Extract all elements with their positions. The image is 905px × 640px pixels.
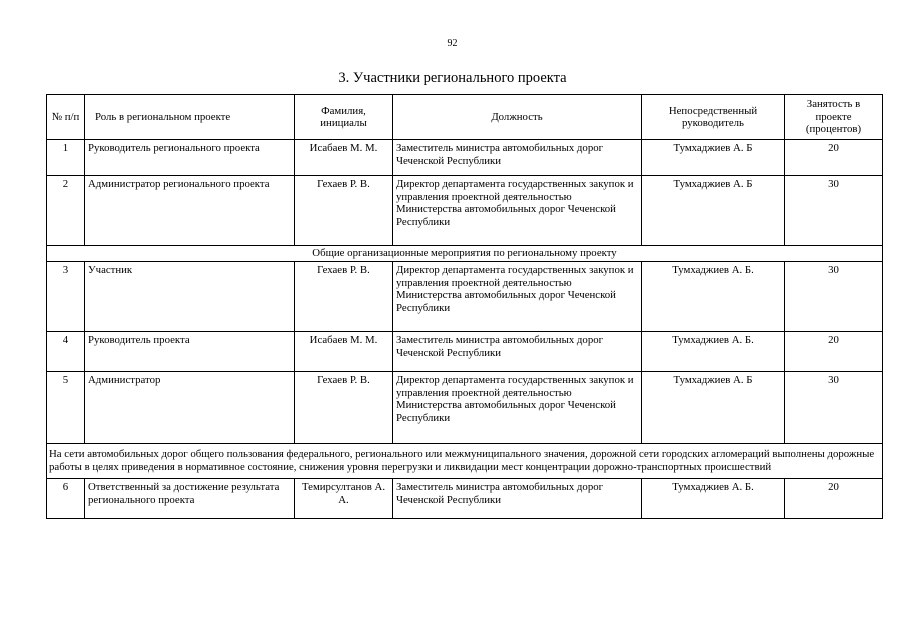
header-supervisor: Непосредственный руководитель [642, 95, 785, 140]
header-num: № п/п [47, 95, 85, 140]
participants-table [46, 94, 883, 519]
row-role: Администратор [85, 372, 295, 444]
table-header-row [47, 95, 883, 140]
section-row-general [47, 246, 883, 262]
row-position: Заместитель министра автомобильных дорог Чеченской Республики [393, 140, 642, 176]
row-employment: 30 [785, 372, 883, 444]
document-title: 3. Участники регионального проекта [338, 70, 567, 86]
row-role: Участник [85, 262, 295, 332]
row-position: Директор департамента государственных закупок и управления проектной деятельностью Министерства автомобильных дорог Чеченской Республики [393, 176, 642, 246]
header-employment: Занятость в проекте (процентов) [785, 95, 883, 140]
row-supervisor: Тумхаджиев А. Б. [642, 332, 785, 372]
table-row [47, 372, 883, 444]
row-employment: 20 [785, 332, 883, 372]
row-name: Гехаев Р. В. [295, 372, 393, 444]
row-supervisor: Тумхаджиев А. Б [642, 140, 785, 176]
row-position: Директор департамента государственных закупок и управления проектной деятельностью Министерства автомобильных дорог Чеченской Республики [393, 372, 642, 444]
row-num: 5 [47, 372, 85, 444]
page-number: 92 [447, 38, 458, 49]
row-num: 2 [47, 176, 85, 246]
table-row [47, 262, 883, 332]
row-role: Администратор регионального проекта [85, 176, 295, 246]
row-num: 6 [47, 479, 85, 519]
row-employment: 20 [785, 140, 883, 176]
row-position: Заместитель министра автомобильных дорог Чеченской Республики [393, 479, 642, 519]
table-row [47, 332, 883, 372]
row-num: 3 [47, 262, 85, 332]
row-name: Исабаев М. М. [295, 332, 393, 372]
goal-row [47, 444, 883, 479]
row-name: Гехаев Р. В. [295, 262, 393, 332]
row-num: 4 [47, 332, 85, 372]
row-role: Руководитель регионального проекта [85, 140, 295, 176]
row-supervisor: Тумхаджиев А. Б [642, 176, 785, 246]
row-supervisor: Тумхаджиев А. Б. [642, 479, 785, 519]
row-name: Гехаев Р. В. [295, 176, 393, 246]
row-role: Ответственный за достижение результата регионального проекта [85, 479, 295, 519]
row-position: Заместитель министра автомобильных дорог Чеченской Республики [393, 332, 642, 372]
row-employment: 20 [785, 479, 883, 519]
row-num: 1 [47, 140, 85, 176]
header-position: Должность [393, 95, 642, 140]
row-supervisor: Тумхаджиев А. Б. [642, 262, 785, 332]
table-row [47, 479, 883, 519]
header-name: Фамилия, инициалы [295, 95, 393, 140]
goal-text: На сети автомобильных дорог общего пользования федерального, регионального или межмуниципального значения, дорожной сети городских агломераций выполнены дорожные работы в целях приведения в нормативное состояние, снижения уровня перегрузки и ликвидации мест концентрации дорожно-транспортных происшествий [47, 444, 883, 479]
row-position: Директор департамента государственных закупок и управления проектной деятельностью Министерства автомобильных дорог Чеченской Республики [393, 262, 642, 332]
row-name: Исабаев М. М. [295, 140, 393, 176]
section-title: Общие организационные мероприятия по региональному проекту [47, 246, 883, 262]
row-employment: 30 [785, 176, 883, 246]
row-employment: 30 [785, 262, 883, 332]
row-name: Темирсултанов А. А. [295, 479, 393, 519]
row-supervisor: Тумхаджиев А. Б [642, 372, 785, 444]
table-row [47, 176, 883, 246]
table-row [47, 140, 883, 176]
row-role: Руководитель проекта [85, 332, 295, 372]
header-role: Роль в региональном проекте [85, 95, 295, 140]
